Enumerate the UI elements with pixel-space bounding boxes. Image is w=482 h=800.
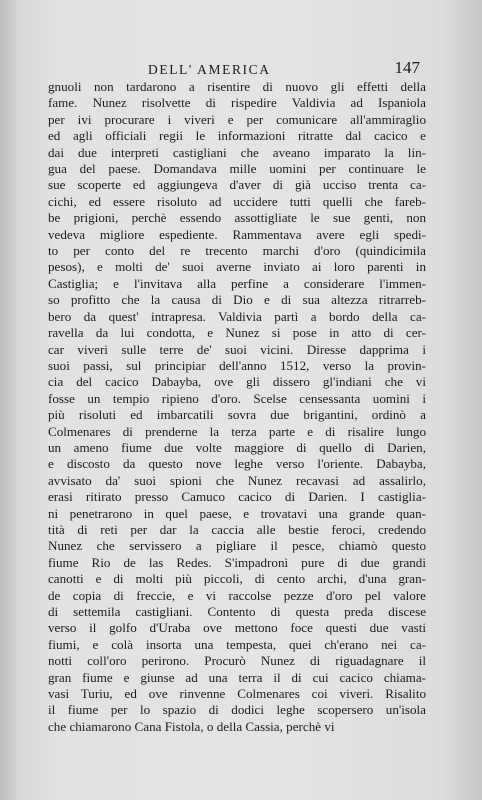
text-line: avvisato da' suoi spioni che Nunez recavasi ad assalirlo,	[48, 472, 426, 488]
text-line: ni penetrarono in quel paese, e trovatavi una grande quan-	[48, 505, 426, 521]
text-line: fame. Nunez risolvette di rispedire Valdivia ad Ispaniola	[48, 95, 426, 111]
running-title: DELL' AMERICA	[148, 62, 271, 77]
text-line: gua del paese. Domandava mille uomini per continuare le	[48, 161, 426, 177]
text-line: sue scoperte ed aggiungeva d'aver di già ucciso trenta ca-	[48, 177, 426, 193]
text-line: Colmenares di prenderne la terza parte e di risalire lungo	[48, 423, 426, 439]
text-line: bero da quest' intrapresa. Valdivia partì a bordo della ca-	[48, 308, 426, 324]
text-line: gnuoli non tardarono a risentire di nuovo gli effetti della	[48, 79, 426, 94]
text-line: e discosto da questo nove leghe verso l'oriente. Dabayba,	[48, 456, 426, 472]
text-line: verso il golfo d'Uraba ove mettono foce questi due vasti	[48, 620, 426, 636]
text-line: fosse un tempio ripieno d'oro. Scelse censessanta uomini i	[48, 390, 426, 406]
text-line: suoi passi, sul principiar dell'anno 1512, verso la provin-	[48, 357, 426, 373]
text-line: vasi Turiu, ed ove rinvenne Colmenares coi viveri. Risalito	[48, 686, 426, 702]
text-line: per ivi procurare i viveri e per comunicare all'ammiraglio	[48, 111, 426, 127]
text-line: de copia di freccie, e vi raccolse pezze d'oro pel valore	[48, 587, 426, 603]
body-text	[48, 79, 426, 735]
text-line: so profitto che la causa di Dio e di sua altezza ritrarreb-	[48, 292, 426, 308]
text-line: cichi, ed essere risoluto ad uccidere tutti quelli che fareb-	[48, 193, 426, 209]
text-line: un ameno fiume due volte maggiore di quello di Darien,	[48, 439, 426, 455]
text-line: fiumi, e colà insorta una tempesta, quei ch'erano nei ca-	[48, 636, 426, 652]
text-line: notti coll'oro perirono. Procurò Nunez di riguadagnare il	[48, 653, 426, 669]
text-line: Nunez che servissero a pigliare il pesce, chiamò questo	[48, 538, 426, 554]
text-line: to per conto del re trecento marchi d'oro (quindicimila	[48, 243, 426, 259]
text-line: più risoluti ed imbarcatili sovra due brigantini, ordinò a	[48, 407, 426, 423]
text-line: gran fiume e giunse ad una terra il di cui cacico chiama-	[48, 669, 426, 685]
text-line: car viveri sulle terre de' suoi vicini. Diresse dapprima i	[48, 341, 426, 357]
text-line: pesos), e molti de' suoi averne inviato ai loro parenti in	[48, 259, 426, 275]
text-line: tità di reti per dar la caccia alle bestie feroci, credendo	[48, 521, 426, 537]
page-number: 147	[394, 58, 420, 77]
text-line: cia del cacico Dabayba, ove gli dissero gl'indiani che vi	[48, 374, 426, 390]
page-header	[48, 58, 428, 80]
text-line: canotti e di molti più piccoli, di cento archi, d'una gran-	[48, 571, 426, 587]
text-line: dai due interpreti castigliani che aveano imparato la lin-	[48, 144, 426, 160]
text-line: Castiglia; e l'invitava alla perfine a considerare l'immen-	[48, 275, 426, 291]
text-line: di settemila castigliani. Contento di questa preda discese	[48, 604, 426, 619]
text-line: che chiamarono Cana Fistola, o della Cassia, perchè vi	[48, 718, 335, 734]
text-line: ravella da lui condotta, e Nunez si pose in atto di cer-	[48, 325, 426, 341]
text-line: vedeva migliore espediente. Rammentava avere egli spedi-	[48, 226, 426, 242]
text-line: il fiume per lo spazio di dodici leghe scopersero un'isola	[48, 702, 426, 718]
text-line: ed agli officiali regii le informazioni ritratte dal cacico e	[48, 128, 426, 144]
text-line: fiume Rio de las Redes. S'impadronì pure di due grandi	[48, 554, 426, 570]
text-line: be prigioni, perchè essendo assottigliate le sue genti, non	[48, 210, 426, 226]
text-line: erasi ritirato presso Camuco cacico di Darien. I castiglia-	[48, 489, 426, 505]
